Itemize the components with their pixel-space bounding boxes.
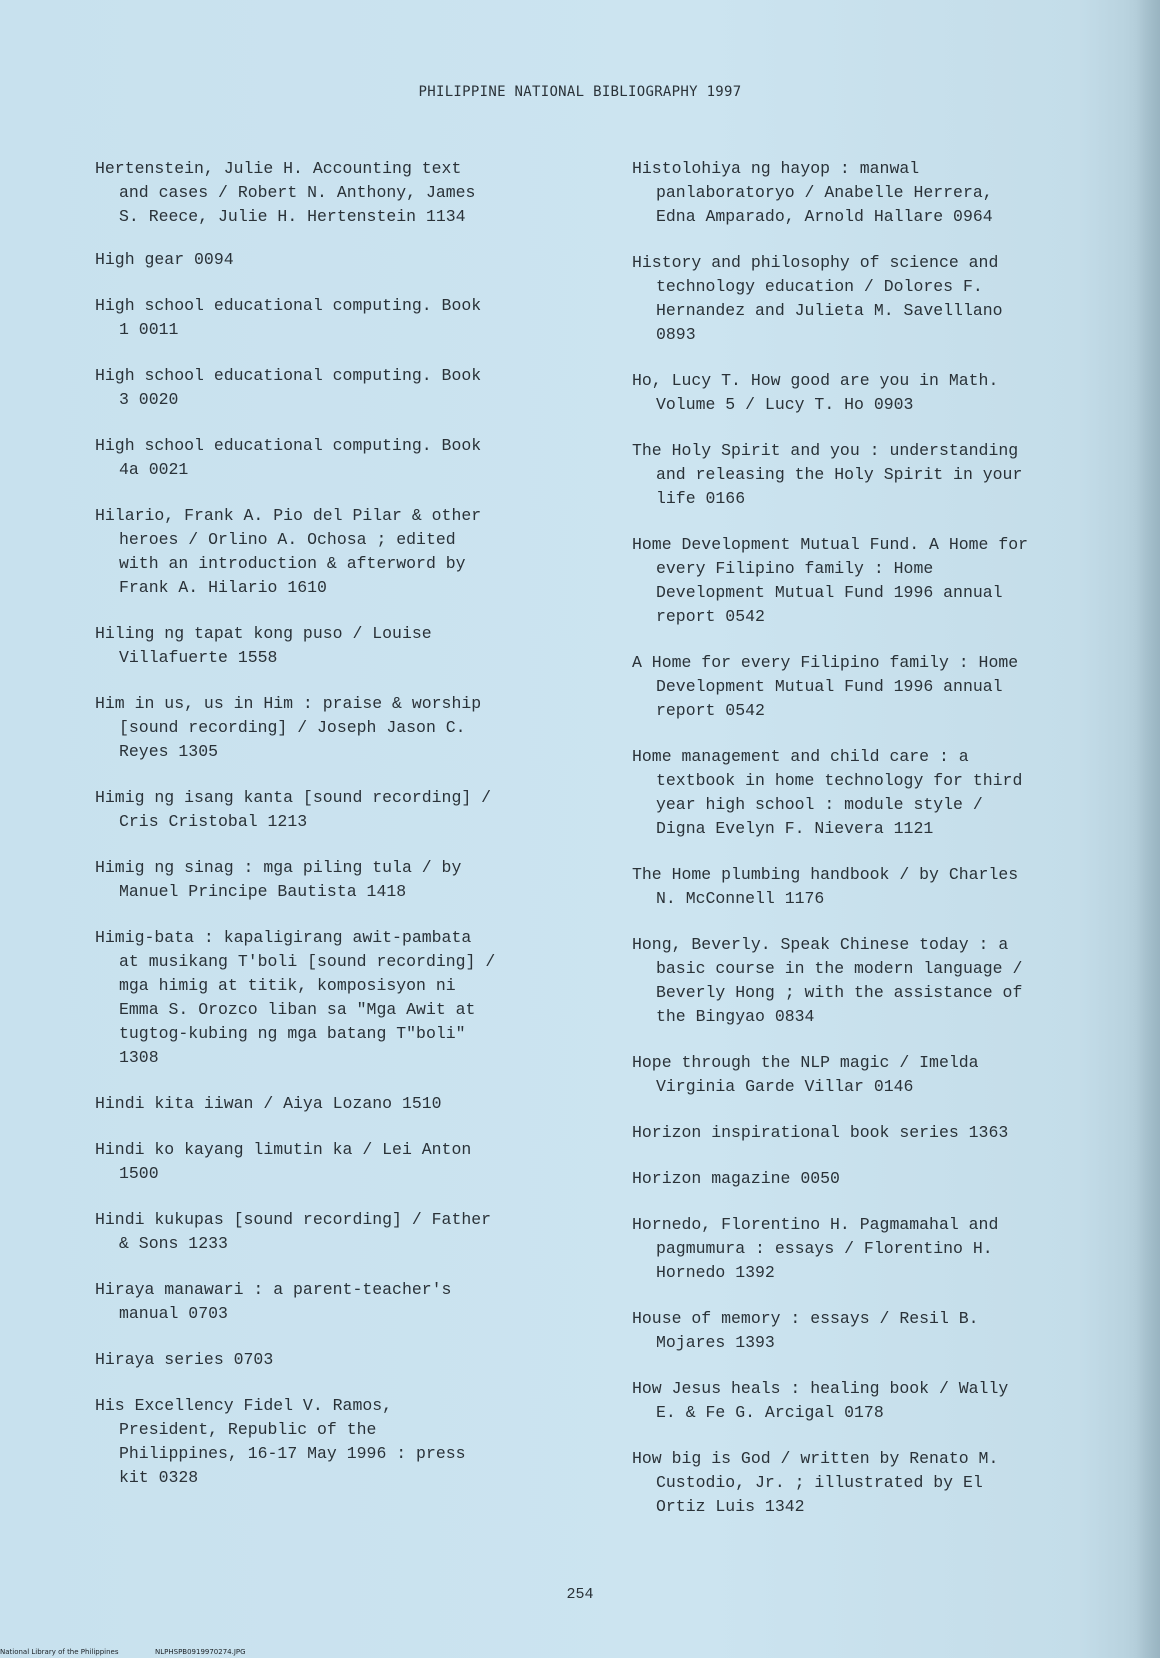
- bibliography-entry: Himig ng sinag : mga piling tula / by Manuel Principe Bautista 1418: [95, 858, 462, 901]
- page-edge-shadow: [1136, 0, 1160, 1658]
- bibliography-entry: Hiraya manawari : a parent-teacher's manual 0703: [95, 1280, 452, 1323]
- bibliography-entry: Hiraya series 0703: [95, 1350, 274, 1369]
- page-number: 254: [566, 1586, 594, 1603]
- bibliography-entry: Hornedo, Florentino H. Pagmamahal and pagmumura : essays / Florentino H. Hornedo 1392: [632, 1215, 999, 1282]
- bibliography-entry: The Holy Spirit and you : understanding and releasing the Holy Spirit in your life 0166: [632, 441, 1023, 508]
- bibliography-entry: How Jesus heals : healing book / Wally E. & Fe G. Arcigal 0178: [632, 1379, 1009, 1422]
- bibliography-entry: A Home for every Filipino family : Home Development Mutual Fund 1996 annual report 0542: [632, 653, 1019, 720]
- bibliography-entry: High school educational computing. Book 3 0020: [95, 366, 482, 409]
- bibliography-entry: The Home plumbing handbook / by Charles N. McConnell 1176: [632, 865, 1019, 908]
- bibliography-entry: Him in us, us in Him : praise & worship [sound recording] / Joseph Jason C. Reyes 1305: [95, 694, 482, 761]
- bibliography-entry: Hindi kukupas [sound recording] / Father & Sons 1233: [95, 1210, 492, 1253]
- scan-file-id: NLPHSPB0919970274.JPG: [155, 1648, 246, 1656]
- bibliography-entry: High gear 0094: [95, 250, 234, 269]
- bibliography-entry: High school educational computing. Book 1 0011: [95, 296, 482, 339]
- bibliography-entry: How big is God / written by Renato M. Custodio, Jr. ; illustrated by El Ortiz Luis 1342: [632, 1449, 999, 1516]
- bibliography-entry: High school educational computing. Book 4a 0021: [95, 436, 482, 479]
- bibliography-entry: Ho, Lucy T. How good are you in Math. Volume 5 / Lucy T. Ho 0903: [632, 371, 999, 414]
- bibliography-entry: Home Development Mutual Fund. A Home for every Filipino family : Home Development Mutual Fund 1996 annual report 0542: [632, 535, 1029, 626]
- bibliography-entry: Hiling ng tapat kong puso / Louise Villafuerte 1558: [95, 624, 432, 667]
- bibliography-entry: Hindi kita iiwan / Aiya Lozano 1510: [95, 1094, 442, 1113]
- bibliography-entry: Himig-bata : kapaligirang awit-pambata at musikang T'boli [sound recording] / mga himig at titik, komposisyon ni Emma S. Orozco liban sa "Mga Awit at tugtog-kubing ng mga batang T"boli" 1308: [95, 928, 496, 1067]
- bibliography-entry: Horizon inspirational book series 1363: [632, 1123, 1009, 1142]
- bibliography-entry: Horizon magazine 0050: [632, 1169, 840, 1188]
- bibliography-entry: Hindi ko kayang limutin ka / Lei Anton 1500: [95, 1140, 472, 1183]
- bibliography-entry: Hertenstein, Julie H. Accounting text and cases / Robert N. Anthony, James S. Reece, Julie H. Hertenstein 1134: [95, 159, 476, 226]
- bibliography-entry: Hilario, Frank A. Pio del Pilar & other heroes / Orlino A. Ochosa ; edited with an introduction & afterword by Frank A. Hilario 1610: [95, 506, 482, 597]
- right-column: [632, 157, 1132, 1519]
- bibliography-entry: Hope through the NLP magic / Imelda Virginia Garde Villar 0146: [632, 1053, 979, 1096]
- bibliography-entry: His Excellency Fidel V. Ramos, President, Republic of the Philippines, 16-17 May 1996 : press kit 0328: [95, 1396, 466, 1487]
- bibliography-entry: Himig ng isang kanta [sound recording] / Cris Cristobal 1213: [95, 788, 492, 831]
- library-credit: National Library of the Philippines: [0, 1648, 119, 1656]
- bibliography-entry: History and philosophy of science and technology education / Dolores F. Hernandez and Julieta M. Savelllano 0893: [632, 253, 1003, 344]
- bibliography-entry: Home management and child care : a textbook in home technology for third year high school : module style / Digna Evelyn F. Nievera 1121: [632, 747, 1023, 838]
- bibliography-entry: Hong, Beverly. Speak Chinese today : a basic course in the modern language / Beverly Hong ; with the assistance of the Bingyao 0834: [632, 935, 1023, 1026]
- bibliography-entry: House of memory : essays / Resil B. Mojares 1393: [632, 1309, 979, 1352]
- page-title: PHILIPPINE NATIONAL BIBLIOGRAPHY 1997: [418, 84, 742, 100]
- bibliography-entry: Histolohiya ng hayop : manwal panlaboratoryo / Anabelle Herrera, Edna Amparado, Arnold Hallare 0964: [632, 159, 993, 226]
- left-column: [95, 157, 585, 1490]
